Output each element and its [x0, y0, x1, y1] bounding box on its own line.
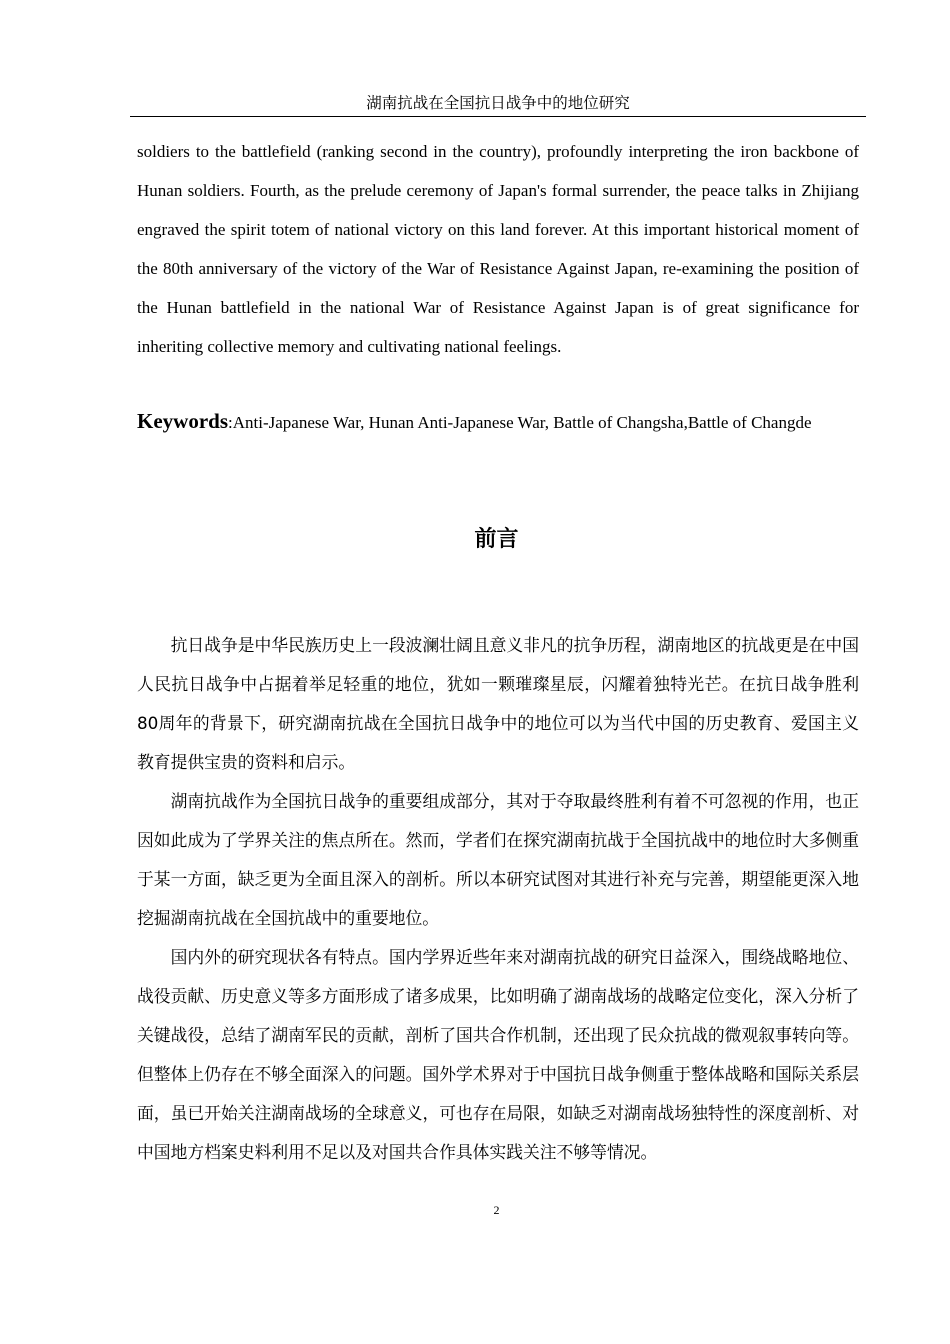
running-header-title: 湖南抗战在全国抗日战争中的地位研究: [366, 94, 630, 112]
page-number: 2: [493, 1203, 500, 1217]
preface-paragraph: 湖南抗战作为全国抗日战争的重要组成部分，其对于夺取最终胜利有着不可忽视的作用，也正因如此成为了学界关注的焦点所在。然而，学者们在探究湖南抗战于全国抗战中的地位时大多侧重于某一方面，缺乏更为全面且深入的剖析。所以本研究试图对其进行补充与完善，期望能更深入地挖掘湖南抗战在全国抗战中的重要地位。: [137, 791, 859, 928]
preface-paragraph: 国内外的研究现状各有特点。国内学界近些年来对湖南抗战的研究日益深入，围绕战略地位、战役贡献、历史意义等多方面形成了诸多成果，比如明确了湖南战场的战略定位变化，深入分析了关键战役，总结了湖南军民的贡献，剖析了国共合作机制，还出现了民众抗战的微观叙事转向等。但整体上仍存在不够全面深入的问题。国外学术界对于中国抗日战争侧重于整体战略和国际关系层面，虽已开始关注湖南战场的全球意义，可也存在局限，如缺乏对湖南战场独特性的深度剖析、对中国地方档案史料利用不足以及对国共合作具体实践关注不够等情况。: [137, 947, 859, 1162]
keywords-line: [137, 402, 859, 442]
preface-body: [137, 626, 859, 1172]
keywords-text: Anti-Japanese War, Hunan Anti-Japanese War, Battle of Changsha,Battle of Changde: [232, 413, 812, 432]
keywords-label: Keywords: [137, 409, 228, 433]
section-title: 前言: [474, 527, 519, 552]
abstract-continuation: soldiers to the battlefield (ranking second in the country), profoundly interpreting the iron backbone of Hunan soldiers. Fourth, as the prelude ceremony of Japan's formal surrender, the peace talks in Zhijiang engraved the spirit totem of national victory on this land forever. At this important historical moment of the 80th anniversary of the victory of the War of Resistance Against Japan, re-examining the position of the Hunan battlefield in the national War of Resistance Against Japan is of great significance for inheriting collective memory and cultivating national feelings.: [137, 142, 859, 356]
keywords-separator: :: [228, 413, 233, 432]
preface-paragraph: 抗日战争是中华民族历史上一段波澜壮阔且意义非凡的抗争历程，湖南地区的抗战更是在中国人民抗日战争中占据着举足轻重的地位，犹如一颗璀璨星辰，闪耀着独特光芒。在抗日战争胜利80周年的背景下，研究湖南抗战在全国抗日战争中的地位可以为当代中国的历史教育、爱国主义教育提供宝贵的资料和启示。: [137, 635, 859, 772]
running-header: [130, 92, 866, 117]
